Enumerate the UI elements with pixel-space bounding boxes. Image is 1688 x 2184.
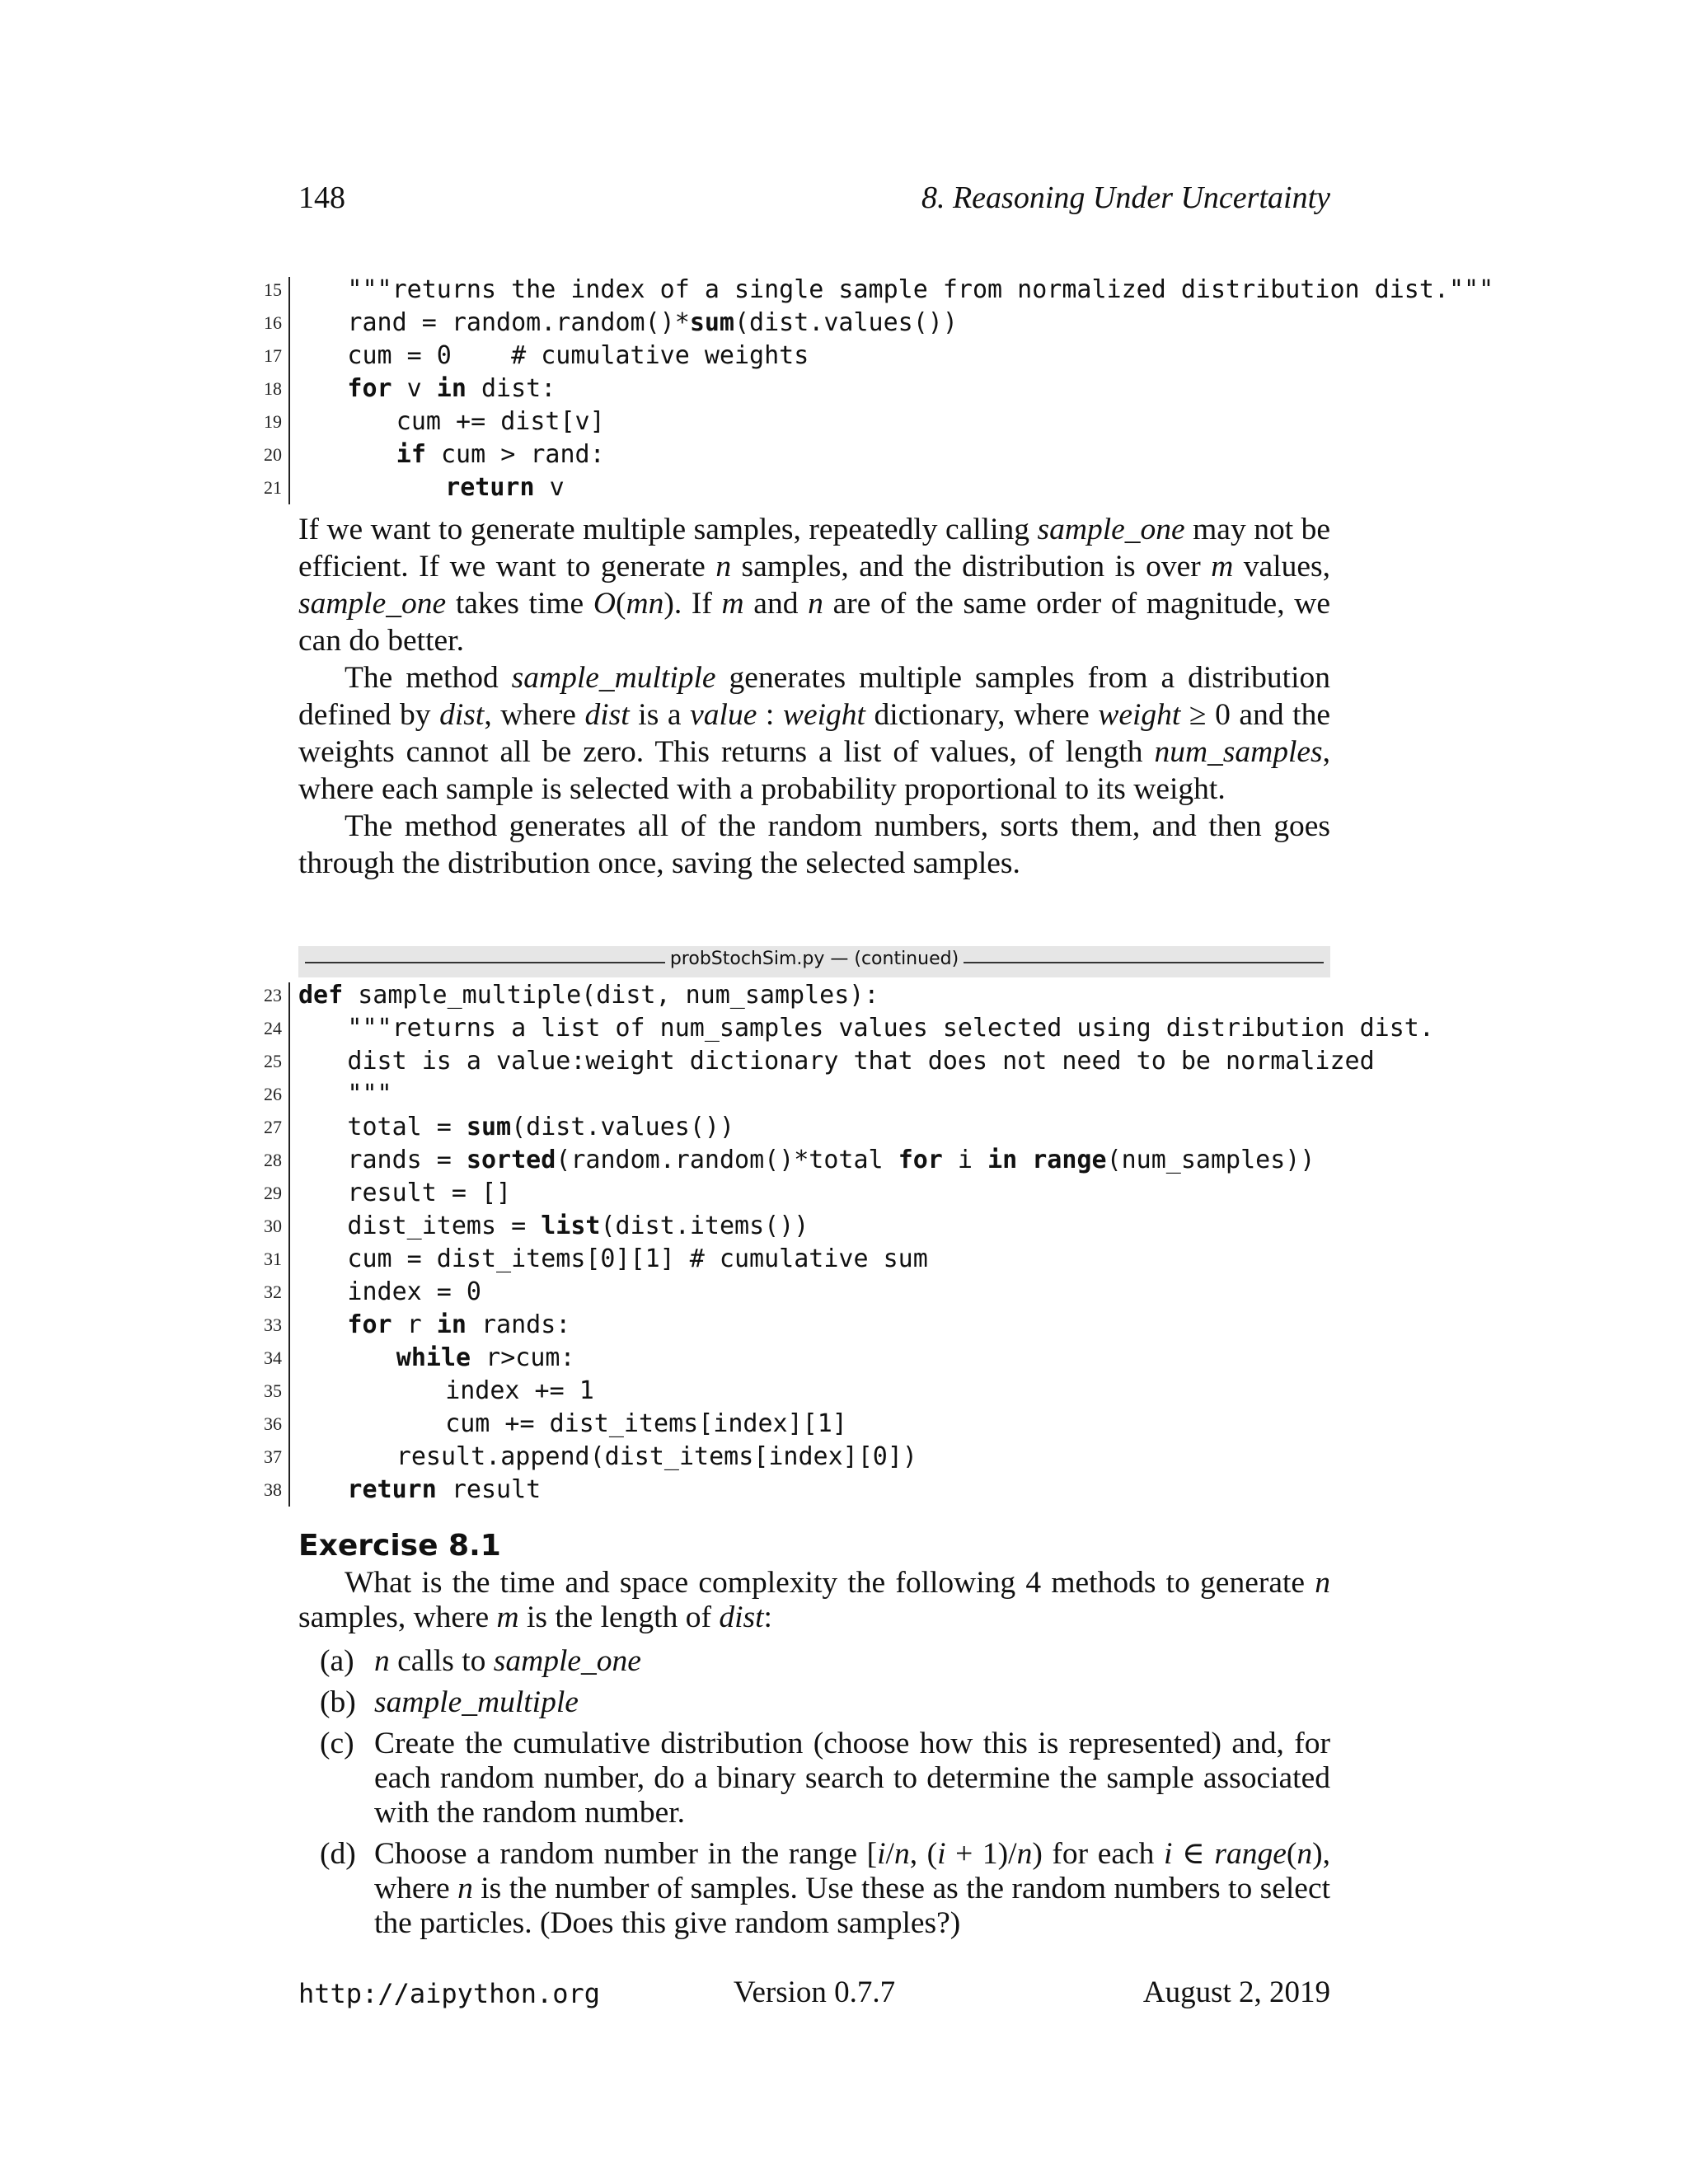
text-run: , where [484,698,585,732]
code-line [264,1078,1452,1111]
text-run: i [877,1837,886,1871]
code-token: range [1032,1146,1107,1174]
text-run: may not be efficient. If we want to generate [298,513,1330,583]
text-run: takes time [446,587,593,621]
line-number: 35 [264,1380,282,1401]
code-token: for [898,1146,943,1174]
file-banner [298,946,1330,977]
code-token: (random.random()*total [556,1146,898,1174]
code-token: cum = dist_items[0][1] # cumulative sum [347,1244,928,1273]
code-token: cum > rand: [425,440,605,469]
line-number: 25 [264,1051,282,1071]
code-token: v [534,473,565,502]
line-number: 19 [264,411,282,432]
text-run: n [374,1644,390,1678]
text-run: , ( [909,1837,938,1871]
text-run: If we want to generate multiple samples, repeatedly calling [298,513,1038,546]
code-token: dist is a value:weight dictionary that does not need to be normalized [347,1047,1375,1076]
text-run: The method [345,661,512,695]
item-label: (b) [320,1685,356,1719]
code-line [264,1111,1452,1144]
code-line [264,979,1452,1012]
code-token: cum = 0 # cumulative weights [347,341,809,370]
text-run: values, [1233,550,1330,583]
code-token: """ [347,1080,392,1108]
code-token: sample_multiple(dist, num_samples): [343,981,879,1010]
code-token: dist: [466,374,556,403]
code-token: result = [] [347,1179,512,1207]
text-run: m [496,1601,519,1634]
item-label: (d) [320,1837,356,1871]
line-number: 37 [264,1446,282,1467]
text-run: generates multiple samples from a distribution defined by [298,661,1330,732]
code-line [264,1012,1452,1045]
code-token: return [347,1475,437,1504]
text-run: sample_one [298,587,447,621]
code-token: (dist.values()) [734,308,958,337]
code-token: (num_samples)) [1106,1146,1315,1174]
code-text [347,1078,392,1111]
code-left-rule [288,277,290,504]
line-number: 29 [264,1183,282,1203]
item-label: (a) [320,1644,354,1678]
code-token: sum [689,308,734,337]
text-run: num_samples [1154,735,1323,769]
code-token: result [436,1475,542,1504]
text-run: m [721,587,744,621]
code-token: rand = random.random()* [347,308,690,337]
text-run: ( [1286,1837,1297,1871]
text-run: n [1016,1837,1033,1871]
text-run: value [690,698,757,732]
code-token: cum += dist[v] [396,407,605,436]
text-run: sample_multiple [374,1685,579,1719]
file-banner-label: probStochSim.py — (continued) [665,949,964,969]
chapter-title: 8. Reasoning Under Uncertainty [921,180,1330,215]
code-token: v [392,374,437,403]
text-run: dist [719,1601,764,1634]
text-run: m [1211,550,1234,583]
code-text [347,274,1493,307]
code-text [347,1045,1374,1078]
code-text [347,1474,541,1507]
text-run: : [757,698,783,732]
line-number: 38 [264,1479,282,1500]
item-label: (c) [320,1727,354,1760]
footer-version: Version 0.7.7 [733,1975,896,2009]
line-number: 21 [264,477,282,498]
code-token: rands: [466,1310,571,1339]
code-left-rule [288,982,290,1507]
text-run: ( [615,587,626,621]
code-token: while [396,1343,471,1372]
code-text [347,1111,734,1144]
line-number: 33 [264,1315,282,1335]
footer-url[interactable]: http://aipython.org [298,1978,601,2009]
code-line [264,1210,1452,1243]
code-token: r [392,1310,437,1339]
code-text [396,1342,575,1375]
text-run: Choose a random number in the range [ [374,1837,878,1871]
code-line [264,307,1452,340]
line-number: 30 [264,1216,282,1236]
code-text [347,1144,1315,1177]
code-token: dist_items = [347,1212,542,1240]
code-token: (dist.values()) [511,1113,735,1141]
paragraph [298,808,1330,882]
code-token: result.append(dist_items[index][0]) [396,1442,917,1471]
text-run: ≥ 0 and the weights cannot all be zero. This returns a list of values, of length [298,698,1330,769]
line-number: 31 [264,1249,282,1269]
code-token: """returns a list of num_samples values selected using distribution dist. [347,1014,1434,1043]
code-token: r>cum: [471,1343,575,1372]
code-text [347,1243,927,1276]
code-text [347,307,958,340]
line-number: 27 [264,1117,282,1137]
text-run: sample_one [493,1644,641,1678]
line-number: 36 [264,1413,282,1434]
text-run: weight [1098,698,1181,732]
exercise-item [298,1685,1330,1720]
page-footer [298,1975,1330,2016]
exercise-item [298,1837,1330,1941]
code-line [264,1144,1452,1177]
code-text [445,1408,847,1441]
paragraph [298,511,1330,659]
code-token: sorted [466,1146,556,1174]
text-run: What is the time and space complexity the following 4 methods to generate [345,1566,1315,1600]
code-text [396,438,605,471]
text-run: ). If [663,587,722,621]
code-token: if [396,440,426,469]
code-text [445,1375,594,1408]
code-text [347,340,809,373]
code-line [264,405,1452,438]
text-run: n [457,1872,473,1905]
code-line [264,438,1452,471]
body-text [298,511,1330,882]
code-listing-sample-one [264,274,1494,504]
code-token: in [436,374,467,403]
exercise-item [298,1727,1330,1830]
text-run: calls to [389,1644,494,1678]
code-line [264,1408,1452,1441]
text-run: is the number of samples. Use these as the random numbers to select the particles. (Does this give random samples?) [374,1872,1331,1940]
code-line [264,1309,1452,1342]
code-token: sum [466,1113,512,1141]
line-number: 23 [264,985,282,1005]
code-token: for [347,1310,392,1339]
exercise-title: Exercise 8.1 [298,1529,501,1563]
code-line [264,274,1494,307]
text-run: i [937,1837,946,1871]
code-text [347,1309,570,1342]
exercise-items [298,1644,1330,1947]
code-token: in [987,1146,1018,1174]
text-run: The method generates all of the random numbers, sorts them, and then goes through the distribution once, saving the selected samples. [298,809,1330,880]
line-number: 18 [264,378,282,399]
code-line [264,1276,1452,1309]
code-token [1017,1146,1032,1174]
text-run: dist [584,698,630,732]
text-run: n [893,1837,910,1871]
code-line [264,1375,1452,1408]
text-run: and [743,587,809,621]
line-number: 26 [264,1084,282,1104]
code-token: list [541,1212,601,1240]
code-line [264,1045,1452,1078]
code-text [396,405,605,438]
exercise-item [298,1644,1330,1679]
code-token: """returns the index of a single sample from normalized distribution dist.""" [347,275,1494,304]
text-run: i [1164,1837,1173,1871]
code-text [347,1177,511,1210]
text-run: is a [629,698,691,732]
running-header [298,180,1330,229]
code-text [347,1210,809,1243]
text-run: weight [782,698,865,732]
text-run: mn [626,587,664,621]
exercise-intro [298,1566,1330,1635]
code-text [445,471,565,504]
code-text [298,979,879,1012]
text-run: samples, where [298,1601,497,1634]
line-number: 17 [264,345,282,366]
text-run: dist [439,698,485,732]
text-run: n [715,550,732,583]
code-token: total = [347,1113,467,1141]
code-line [264,471,1452,504]
text-run: is the length of [518,1601,720,1634]
code-text [347,1012,1434,1045]
code-text [347,373,556,405]
line-number: 16 [264,312,282,333]
page-number: 148 [298,180,345,215]
text-run: n [808,587,823,621]
line-number: 24 [264,1018,282,1038]
line-number: 28 [264,1150,282,1170]
code-line [264,1474,1452,1507]
code-token: for [347,374,392,403]
code-token: return [445,473,535,502]
text-run: sample_multiple [511,661,716,695]
code-line [264,1441,1452,1474]
text-run: are of the same order of magnitude, we can do better. [298,587,1330,658]
code-token: def [298,981,344,1010]
text-run: ), where [374,1837,1330,1905]
code-token: index = 0 [347,1277,481,1306]
code-token: (dist.items()) [600,1212,809,1240]
code-text [396,1441,917,1474]
text-run: samples, and the distribution is over [731,550,1212,583]
code-listing-sample-multiple [264,979,1452,1507]
text-run: O [593,587,616,621]
code-line [264,340,1452,373]
text-run: n [1315,1566,1330,1600]
code-line [264,1177,1452,1210]
code-token: cum += dist_items[index][1] [445,1409,847,1438]
line-number: 32 [264,1282,282,1302]
line-number: 34 [264,1347,282,1368]
text-run: range [1214,1837,1287,1871]
code-token: index += 1 [445,1376,594,1405]
text-run: Create the cumulative distribution (choose how this is represented) and, for each random number, do a binary search to determine the sample associated with the random number. [374,1727,1330,1830]
footer-date: August 2, 2019 [1142,1975,1330,2009]
code-token: in [436,1310,467,1339]
text-run: sample_one [1037,513,1185,546]
code-line [264,1342,1452,1375]
code-text [347,1276,481,1309]
code-token: rands = [347,1146,467,1174]
text-run: ) for each [1032,1837,1164,1871]
text-run: ∈ [1172,1837,1215,1871]
text-run: / [885,1837,894,1871]
text-run: , where each sample is selected with a probability proportional to its weight. [298,735,1330,806]
text-run: : [763,1601,772,1634]
text-run: n [1296,1837,1313,1871]
text-run: dictionary, where [865,698,1099,732]
code-line [264,373,1452,405]
line-number: 15 [264,279,282,300]
line-number: 20 [264,444,282,465]
text-run: + 1)/ [945,1837,1017,1871]
code-line [264,1243,1452,1276]
paragraph [298,659,1330,808]
code-token: i [942,1146,988,1174]
